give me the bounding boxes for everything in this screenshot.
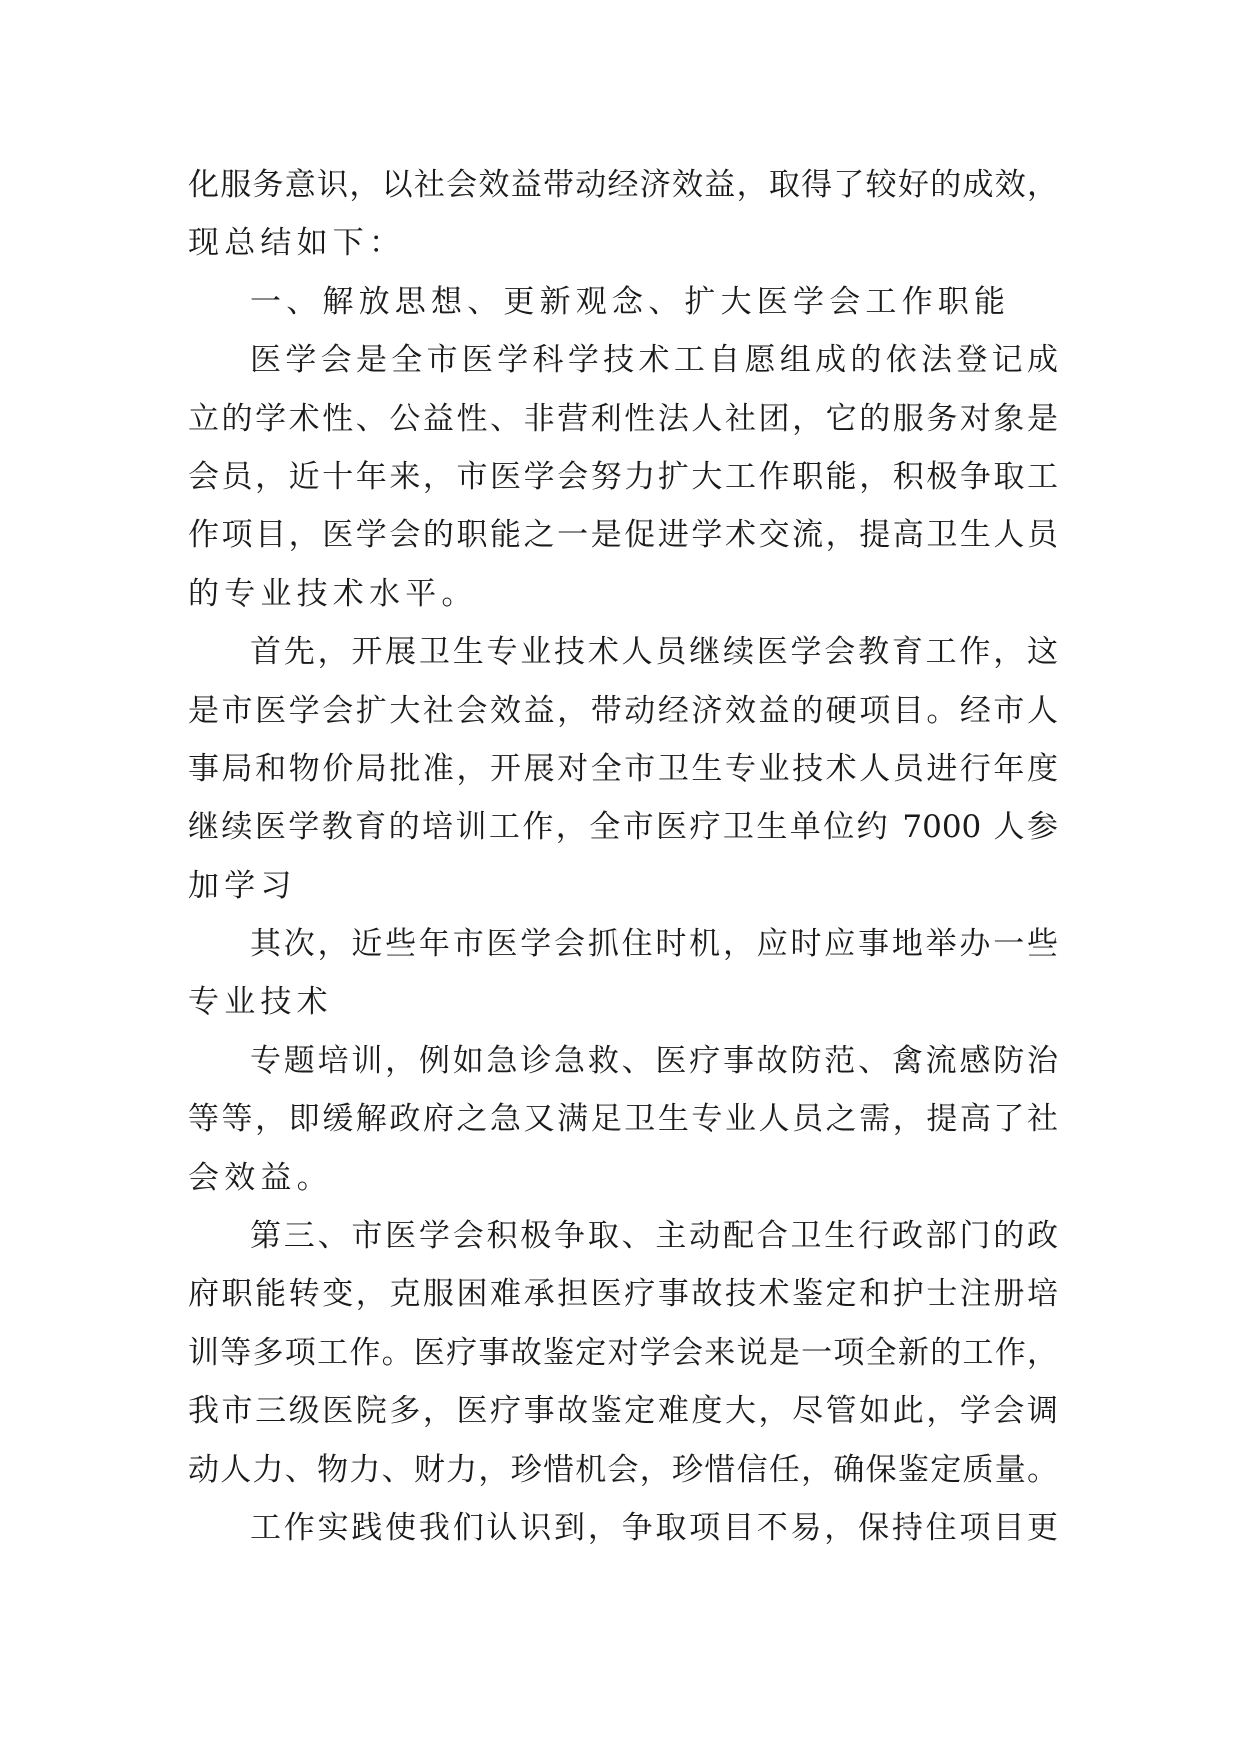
paragraph-first-line: 医学会是全市医学科学技术工自愿组成的依法登记成 xyxy=(250,342,1058,379)
text-line: 动人力、物力、财力，珍惜机会，珍惜信任，确保鉴定质量。 xyxy=(188,1451,1058,1488)
text-line: 等等，即缓解政府之急又满足卫生专业人员之需，提高了社 xyxy=(188,1101,1058,1138)
paragraph-first-line: 工作实践使我们认识到，争取项目不易，保持住项目更 xyxy=(250,1509,1058,1546)
text-line: 立的学术性、公益性、非营利性法人社团，它的服务对象是 xyxy=(188,400,1058,437)
paragraph-first-line: 一、解放思想、更新观念、扩大医学会工作职能 xyxy=(250,283,1011,320)
paragraph-first-line: 其次，近些年市医学会抓住时机，应时应事地举办一些 xyxy=(250,926,1058,963)
paragraph-first-line: 首先，开展卫生专业技术人员继续医学会教育工作，这 xyxy=(250,634,1058,671)
text-line: 作项目，医学会的职能之一是促进学术交流，提高卫生人员 xyxy=(188,517,1058,554)
text-line: 事局和物价局批准，开展对全市卫生专业技术人员进行年度 xyxy=(188,750,1058,787)
paragraph-first-line: 第三、市医学会积极争取、主动配合卫生行政部门的政 xyxy=(250,1218,1058,1255)
text-line: 的专业技术水平。 xyxy=(188,575,478,612)
text-line: 府职能转变，克服困难承担医疗事故技术鉴定和护士注册培 xyxy=(188,1276,1058,1313)
text-line: 现总结如下： xyxy=(188,225,406,262)
paragraph-first-line: 专题培训，例如急诊急救、医疗事故防范、禽流感防治 xyxy=(250,1042,1058,1079)
text-line: 会效益。 xyxy=(188,1159,333,1196)
document-page xyxy=(188,156,1058,1557)
text-line: 会员，近十年来，市医学会努力扩大工作职能，积极争取工 xyxy=(188,458,1058,495)
text-line: 加学习 xyxy=(188,867,297,904)
text-line: 训等多项工作。医疗事故鉴定对学会来说是一项全新的工作， xyxy=(188,1334,1058,1371)
text-line: 化服务意识，以社会效益带动经济效益，取得了较好的成效， xyxy=(188,167,1058,203)
text-line: 继续医学教育的培训工作，全市医疗卫生单位约 7000 人参 xyxy=(188,809,1058,846)
text-line: 专业技术 xyxy=(188,984,333,1021)
text-line: 我市三级医院多，医疗事故鉴定难度大，尽管如此，学会调 xyxy=(188,1393,1058,1430)
text-line: 是市医学会扩大社会效益，带动经济效益的硬项目。经市人 xyxy=(188,692,1058,729)
